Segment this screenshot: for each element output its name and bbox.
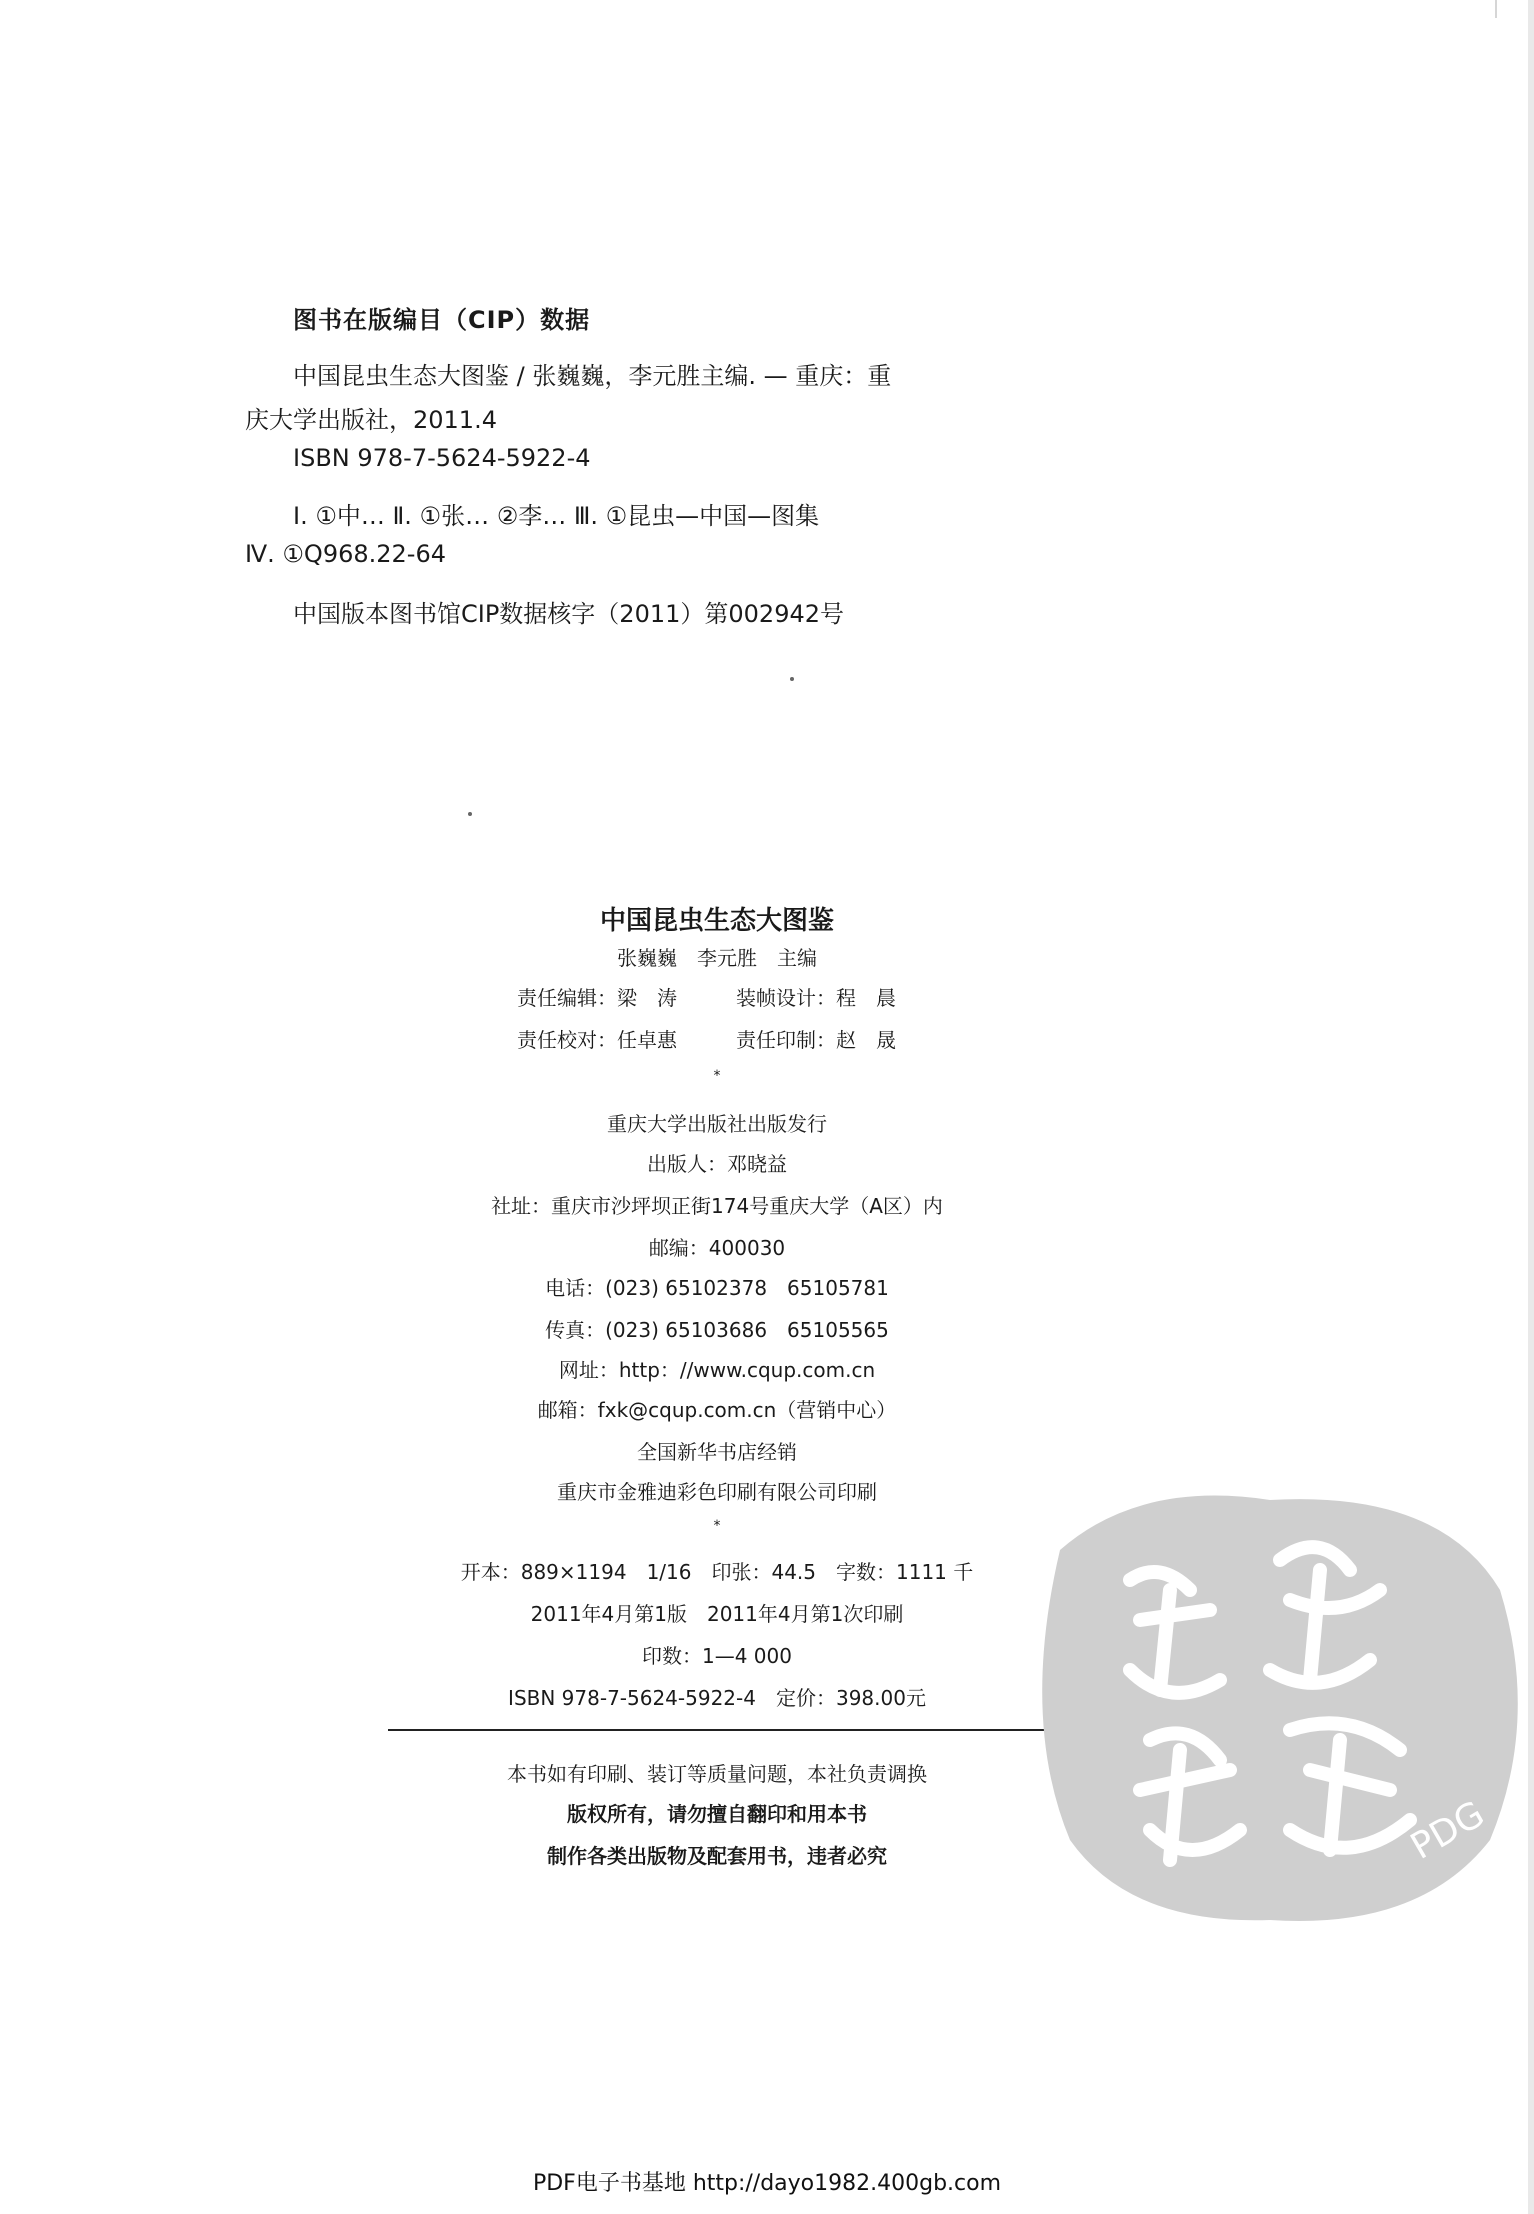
printing-manager: 责任印制：赵 晟 [736, 1028, 896, 1052]
format-info: 开本：889×1194 1/16 印张：44.5 字数：1111 千 [460, 1560, 974, 1584]
phone: 电话：(023) 65102378 65105781 [545, 1276, 889, 1300]
email: 邮箱：fxk@cqup.com.cn（营销中心） [537, 1398, 897, 1422]
publisher-line: 重庆大学出版社出版发行 [607, 1112, 827, 1136]
edition-info: 2011年4月第1版 2011年4月第1次印刷 [530, 1602, 904, 1626]
editor-in-charge: 责任编辑：梁 涛 [517, 986, 677, 1010]
cip-title-line: 中国昆虫生态大图鉴 / 张巍巍，李元胜主编. — 重庆：重 [293, 362, 892, 390]
seal-label: PDG [1404, 1793, 1492, 1868]
cip-isbn: ISBN 978-7-5624-5922-4 [293, 444, 591, 472]
cip-classification: Ⅰ. ①中… Ⅱ. ①张… ②李… Ⅲ. ①昆虫—中国—图集 [293, 502, 820, 530]
scan-mark [1495, 0, 1497, 18]
editors: 张巍巍 李元胜 主编 [617, 946, 817, 970]
copyright-notice: 版权所有，请勿擅自翻印和用本书 [567, 1802, 867, 1826]
distributor: 全国新华书店经销 [637, 1440, 797, 1464]
printer: 重庆市金雅迪彩色印刷有限公司印刷 [557, 1480, 877, 1504]
speck [468, 812, 472, 816]
divider-rule [388, 1729, 1046, 1731]
cip-publisher-line: 庆大学出版社，2011.4 [245, 406, 497, 434]
address: 社址：重庆市沙坪坝正街174号重庆大学（A区）内 [491, 1194, 943, 1218]
fax: 传真：(023) 65103686 65105565 [545, 1318, 889, 1342]
book-title: 中国昆虫生态大图鉴 [599, 906, 834, 936]
separator-star: * [713, 1518, 721, 1534]
footer-watermark: PDF电子书基地 http://dayo1982.400gb.com [532, 2171, 1002, 2196]
infringement-notice: 制作各类出版物及配套用书，违者必究 [547, 1844, 887, 1868]
cip-class-number: Ⅳ. ①Q968.22-64 [245, 540, 446, 568]
cip-heading: 图书在版编目（CIP）数据 [293, 306, 591, 334]
quality-notice: 本书如有印刷、装订等质量问题，本社负责调换 [507, 1762, 927, 1786]
proofreader: 责任校对：任卓惠 [517, 1028, 677, 1052]
pdg-seal-watermark [1020, 1470, 1534, 1940]
cip-record-number: 中国版本图书馆CIP数据核字（2011）第002942号 [293, 600, 845, 628]
print-run: 印数：1—4 000 [642, 1644, 792, 1668]
isbn-price: ISBN 978-7-5624-5922-4 定价：398.00元 [508, 1686, 926, 1710]
designer: 装帧设计：程 晨 [736, 986, 896, 1010]
separator-star: * [713, 1068, 721, 1084]
postcode: 邮编：400030 [648, 1236, 786, 1260]
publisher-person: 出版人：邓晓益 [647, 1152, 787, 1176]
website: 网址：http：//www.cqup.com.cn [558, 1358, 876, 1382]
speck [790, 677, 794, 681]
